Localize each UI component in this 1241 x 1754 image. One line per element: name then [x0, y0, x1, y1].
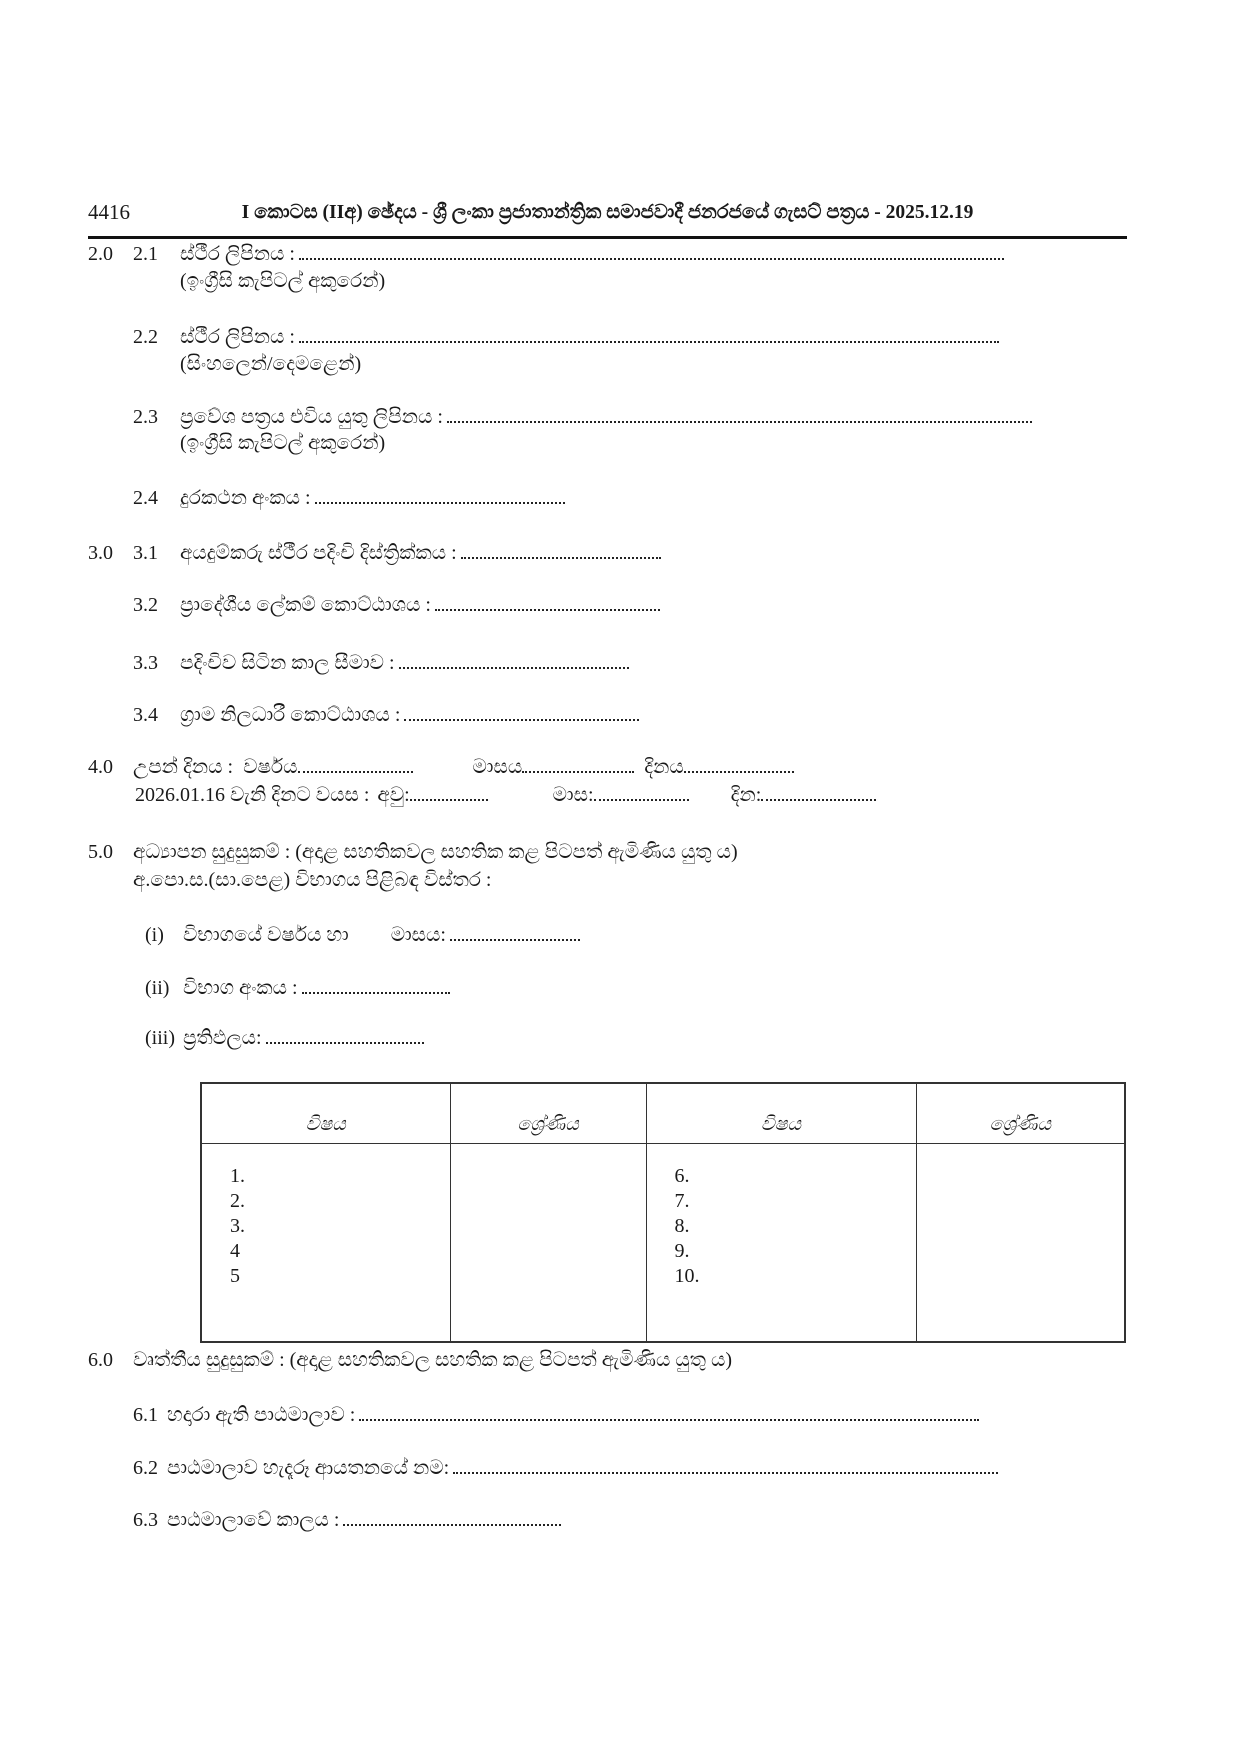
dotted-fill-line	[761, 799, 876, 801]
age-days-label: දින:	[730, 784, 762, 806]
form-subnote-2-2	[180, 351, 361, 377]
header-rule	[88, 236, 1127, 239]
item-number: (i)	[145, 924, 164, 946]
age-on-date-label: 2026.01.16 වැනි දිනට වයස :	[135, 784, 370, 806]
section-number: 6.0	[88, 1349, 113, 1371]
dotted-fill-line	[450, 939, 580, 941]
form-row-6-2	[133, 1455, 998, 1481]
row-number: 7.	[674, 1190, 690, 1212]
form-row-4-0	[88, 754, 794, 780]
dotted-fill-line	[298, 771, 413, 773]
dotted-fill-line	[594, 799, 689, 801]
subjects-1-5-cell	[201, 1144, 450, 1343]
grade-column-header: ශ්‍රේණිය	[916, 1083, 1125, 1144]
dotted-fill-line	[522, 771, 634, 773]
item-label: ග්‍රාම නිලධාරී කොට්ඨාශය :	[180, 704, 401, 726]
age-months-label: මාස:	[552, 784, 594, 806]
age-years-label: අවු:	[377, 784, 410, 806]
form-subnote-2-3	[180, 430, 385, 456]
form-row-2-2	[133, 324, 999, 350]
form-row-5-i	[145, 922, 580, 948]
dotted-fill-line	[299, 341, 999, 343]
dotted-fill-line	[447, 421, 1032, 423]
dotted-fill-line	[684, 771, 794, 773]
dotted-fill-line	[359, 1419, 979, 1421]
grades-6-10-cell	[916, 1144, 1125, 1343]
dotted-fill-line	[315, 502, 565, 504]
institution-name-label: පාඨමාලාව හැදෑරූ ආයතනයේ නම:	[167, 1457, 450, 1479]
row-number: 2.	[230, 1190, 245, 1212]
item-number: 6.1	[133, 1404, 158, 1426]
dotted-fill-line	[343, 1524, 561, 1526]
dotted-fill-line	[299, 258, 1004, 260]
dotted-fill-line	[410, 799, 488, 801]
exam-year-label: විභාගයේ වර්ෂය හා	[183, 924, 349, 946]
page-number: 4416	[88, 200, 130, 224]
item-label: ප්‍රාදේශීය ලේකම් කොට්ඨාශය :	[180, 594, 431, 616]
subject-column-header: විෂය	[201, 1083, 450, 1144]
professional-qualifications-label: වෘත්තීය සුදුසුකම් : (අදාළ සහතිකවල සහතික කළ පිටපත් ඇමිණිය යුතු ය)	[133, 1349, 733, 1371]
dotted-fill-line	[461, 557, 661, 559]
subjects-grades-table	[200, 1082, 1126, 1343]
row-number: 9.	[674, 1240, 690, 1262]
grades-1-5-cell	[450, 1144, 646, 1343]
education-qualifications-label: අධ්‍යාපන සුදුසුකම් : (අදාළ සහතිකවල සහතික කළ පිටපත් ඇමිණිය යුතු ය)	[133, 841, 738, 863]
table-header-row	[201, 1083, 1125, 1144]
section-number: 4.0	[88, 756, 113, 778]
form-row-2-4	[133, 485, 565, 511]
dotted-fill-line	[302, 992, 450, 994]
item-number: 2.4	[133, 487, 158, 509]
section-number: 3.0	[88, 542, 113, 564]
exam-number-label: විභාග අංකය :	[183, 977, 298, 999]
item-number: 2.1	[133, 243, 158, 265]
item-number: 6.2	[133, 1457, 158, 1479]
item-subnote: (ඉංග්‍රීසි කැපිටල් අකුරෙන්)	[180, 432, 386, 454]
item-subnote: (ඉංග්‍රීසි කැපිටල් අකුරෙන්)	[180, 270, 386, 292]
item-number: 3.3	[133, 652, 158, 674]
item-number: 2.3	[133, 406, 158, 428]
birthdate-label: උපන් දිනය :	[133, 756, 234, 778]
item-label: ප්‍රවේශ පත්‍රය එවිය යුතු ලිපිනය :	[180, 406, 443, 428]
form-subnote-2-1	[180, 268, 385, 294]
item-number: (iii)	[145, 1027, 175, 1049]
form-row-5-ii	[145, 975, 450, 1001]
month-label: මාසය	[472, 756, 523, 778]
item-number: 3.4	[133, 704, 158, 726]
item-number: 2.2	[133, 326, 158, 348]
form-row-2-1	[88, 241, 1004, 267]
item-label: ස්ථීර ලිපිනය :	[180, 326, 295, 348]
item-label: දුරකථන අංකය :	[180, 487, 311, 509]
item-label: ස්ථීර ලිපිනය :	[180, 243, 295, 265]
course-followed-label: හදාරා ඇති පාඨමාලාව :	[167, 1404, 356, 1426]
form-row-4-0-age	[135, 782, 876, 808]
grade-column-header: ශ්‍රේණිය	[450, 1083, 646, 1144]
ol-exam-details-label: අ.පො.ස.(සා.පෙළ) විභාගය පිළිබඳ විස්තර :	[133, 869, 492, 891]
course-duration-label: පාඨමාලාවේ කාලය :	[167, 1509, 340, 1531]
form-row-5-0-line2	[133, 867, 491, 893]
row-number: 6.	[674, 1165, 690, 1187]
form-row-3-4	[133, 702, 639, 728]
subject-column-header: විෂය	[646, 1083, 916, 1144]
form-row-6-3	[133, 1507, 561, 1533]
year-label: වර්ෂය	[243, 756, 298, 778]
day-label: දිනය	[644, 756, 684, 778]
item-number: 3.2	[133, 594, 158, 616]
exam-results-label: ප්‍රතිඵලය:	[183, 1027, 262, 1049]
item-number: 3.1	[133, 542, 158, 564]
dotted-fill-line	[404, 719, 639, 721]
item-label: අයදුම්කරු ස්ථීර පදිංචි දිස්ත්‍රික්කය :	[180, 542, 457, 564]
form-row-5-0	[88, 839, 738, 865]
row-number: 5	[230, 1265, 240, 1287]
form-row-2-3	[133, 404, 1032, 430]
row-number: 3.	[230, 1215, 245, 1237]
section-number: 5.0	[88, 841, 113, 863]
item-number: (ii)	[145, 977, 170, 999]
row-number: 10.	[674, 1265, 700, 1287]
row-number: 1.	[230, 1165, 245, 1187]
table-body-row	[201, 1144, 1125, 1343]
dotted-fill-line	[399, 667, 629, 669]
item-subnote: (සිංහලෙන්/දෙමළෙන්)	[180, 353, 362, 375]
form-row-6-0	[88, 1347, 732, 1373]
dotted-fill-line	[435, 609, 660, 611]
form-row-3-2	[133, 592, 660, 618]
form-row-3-3	[133, 650, 629, 676]
form-row-5-iii	[145, 1025, 424, 1051]
form-row-6-1	[133, 1402, 979, 1428]
row-number: 8.	[674, 1215, 690, 1237]
row-number: 4	[230, 1240, 240, 1262]
exam-month-label: මාසය:	[390, 924, 446, 946]
section-number: 2.0	[88, 243, 113, 265]
item-number: 6.3	[133, 1509, 158, 1531]
item-label: පදිංචිව සිටින කාල සීමාව :	[180, 652, 395, 674]
dotted-fill-line	[266, 1042, 424, 1044]
subjects-6-10-cell	[646, 1144, 916, 1343]
form-row-3-1	[88, 540, 661, 566]
gazette-header-title: I කොටස (IIඅ) ඡේදය - ශ්‍රී ලංකා ප්‍රජාතාන්ත්‍රික සමාජවාදී ජනරජයේ ගැසට් පත්‍රය - 2025.12.19	[241, 202, 974, 223]
dotted-fill-line	[453, 1472, 998, 1474]
